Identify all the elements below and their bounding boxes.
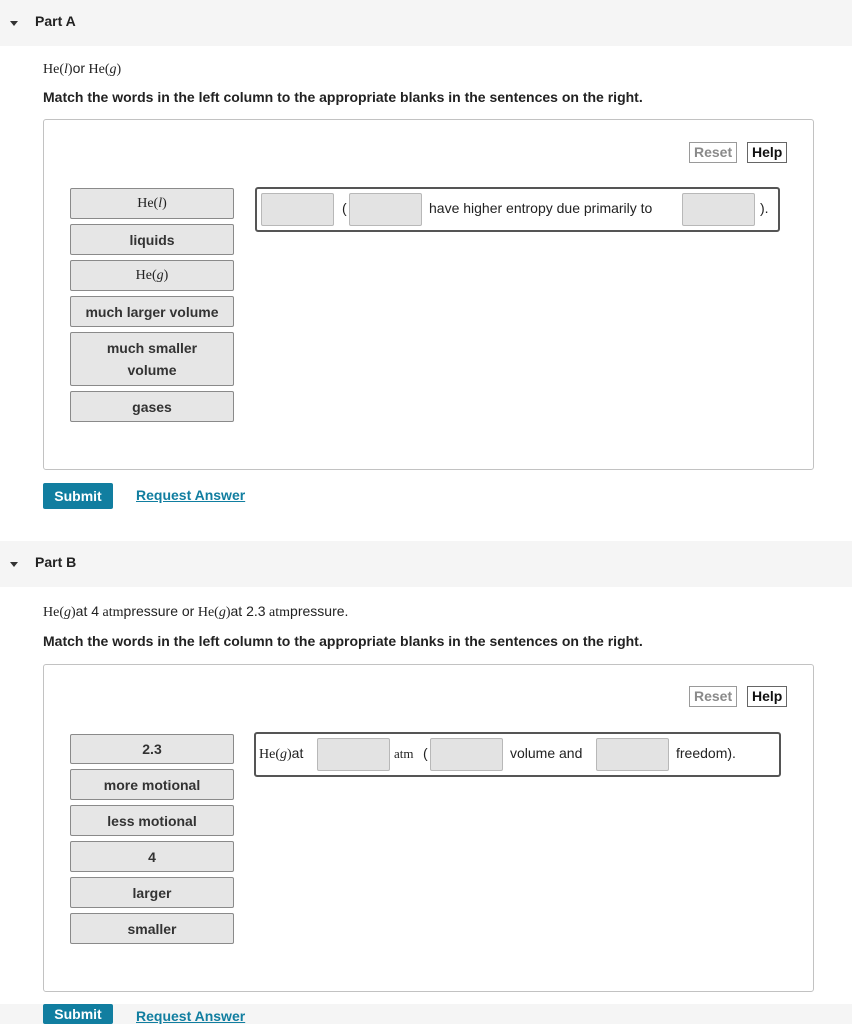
- drop-blank[interactable]: [596, 738, 669, 771]
- sentence-text: have higher entropy due primarily to: [429, 200, 653, 216]
- word-chip[interactable]: 2.3: [70, 734, 234, 764]
- help-button[interactable]: Help: [747, 142, 787, 163]
- part-b-instruction: Match the words in the left column to the appropriate blanks in the sentences on the right.: [43, 633, 643, 649]
- word-chip[interactable]: much smaller volume: [70, 332, 234, 386]
- word-chip[interactable]: much larger volume: [70, 296, 234, 327]
- part-a-panel: [43, 119, 814, 470]
- drop-blank[interactable]: [682, 193, 755, 226]
- word-chip[interactable]: smaller: [70, 913, 234, 944]
- word-chip[interactable]: larger: [70, 877, 234, 908]
- footer-strip: [0, 1004, 852, 1024]
- drop-blank[interactable]: [430, 738, 503, 771]
- word-chip[interactable]: less motional: [70, 805, 234, 836]
- drop-blank[interactable]: [349, 193, 422, 226]
- request-answer-link[interactable]: Request Answer: [136, 1008, 246, 1024]
- help-button[interactable]: Help: [747, 686, 787, 707]
- word-chip[interactable]: He( l ): [70, 188, 234, 219]
- caret-down-icon: [10, 21, 18, 26]
- caret-down-icon: [10, 562, 18, 567]
- part-b-title: Part B: [35, 554, 77, 570]
- request-answer-link[interactable]: Request Answer: [136, 487, 246, 503]
- sentence-box: He(g)at atm ( volume and freedom).: [254, 732, 781, 777]
- word-chip[interactable]: He( g ): [70, 260, 234, 291]
- word-chip[interactable]: more motional: [70, 769, 234, 800]
- sentence-text: volume and: [510, 745, 583, 761]
- part-b-panel: [43, 664, 814, 992]
- part-a-header[interactable]: [0, 0, 852, 46]
- submit-button[interactable]: Submit: [43, 1004, 113, 1024]
- drop-blank[interactable]: [261, 193, 334, 226]
- part-b-question: He(g)at 4 atmpressure or He(g)at 2.3 atmpressure.: [43, 603, 349, 620]
- word-chip[interactable]: 4: [70, 841, 234, 872]
- part-a-question: He(l)or He(g): [43, 60, 122, 77]
- sentence-text: freedom).: [676, 745, 736, 761]
- submit-button[interactable]: Submit: [43, 483, 113, 509]
- drop-blank[interactable]: [317, 738, 390, 771]
- reset-button[interactable]: Reset: [689, 686, 737, 707]
- part-a-title: Part A: [35, 13, 76, 29]
- sentence-box: ( have higher entropy due primarily to ).: [255, 187, 780, 232]
- word-chip[interactable]: liquids: [70, 224, 234, 255]
- reset-button[interactable]: Reset: [689, 142, 737, 163]
- part-a-instruction: Match the words in the left column to the appropriate blanks in the sentences on the right.: [43, 89, 643, 105]
- word-chip[interactable]: gases: [70, 391, 234, 422]
- part-b-header[interactable]: [0, 541, 852, 587]
